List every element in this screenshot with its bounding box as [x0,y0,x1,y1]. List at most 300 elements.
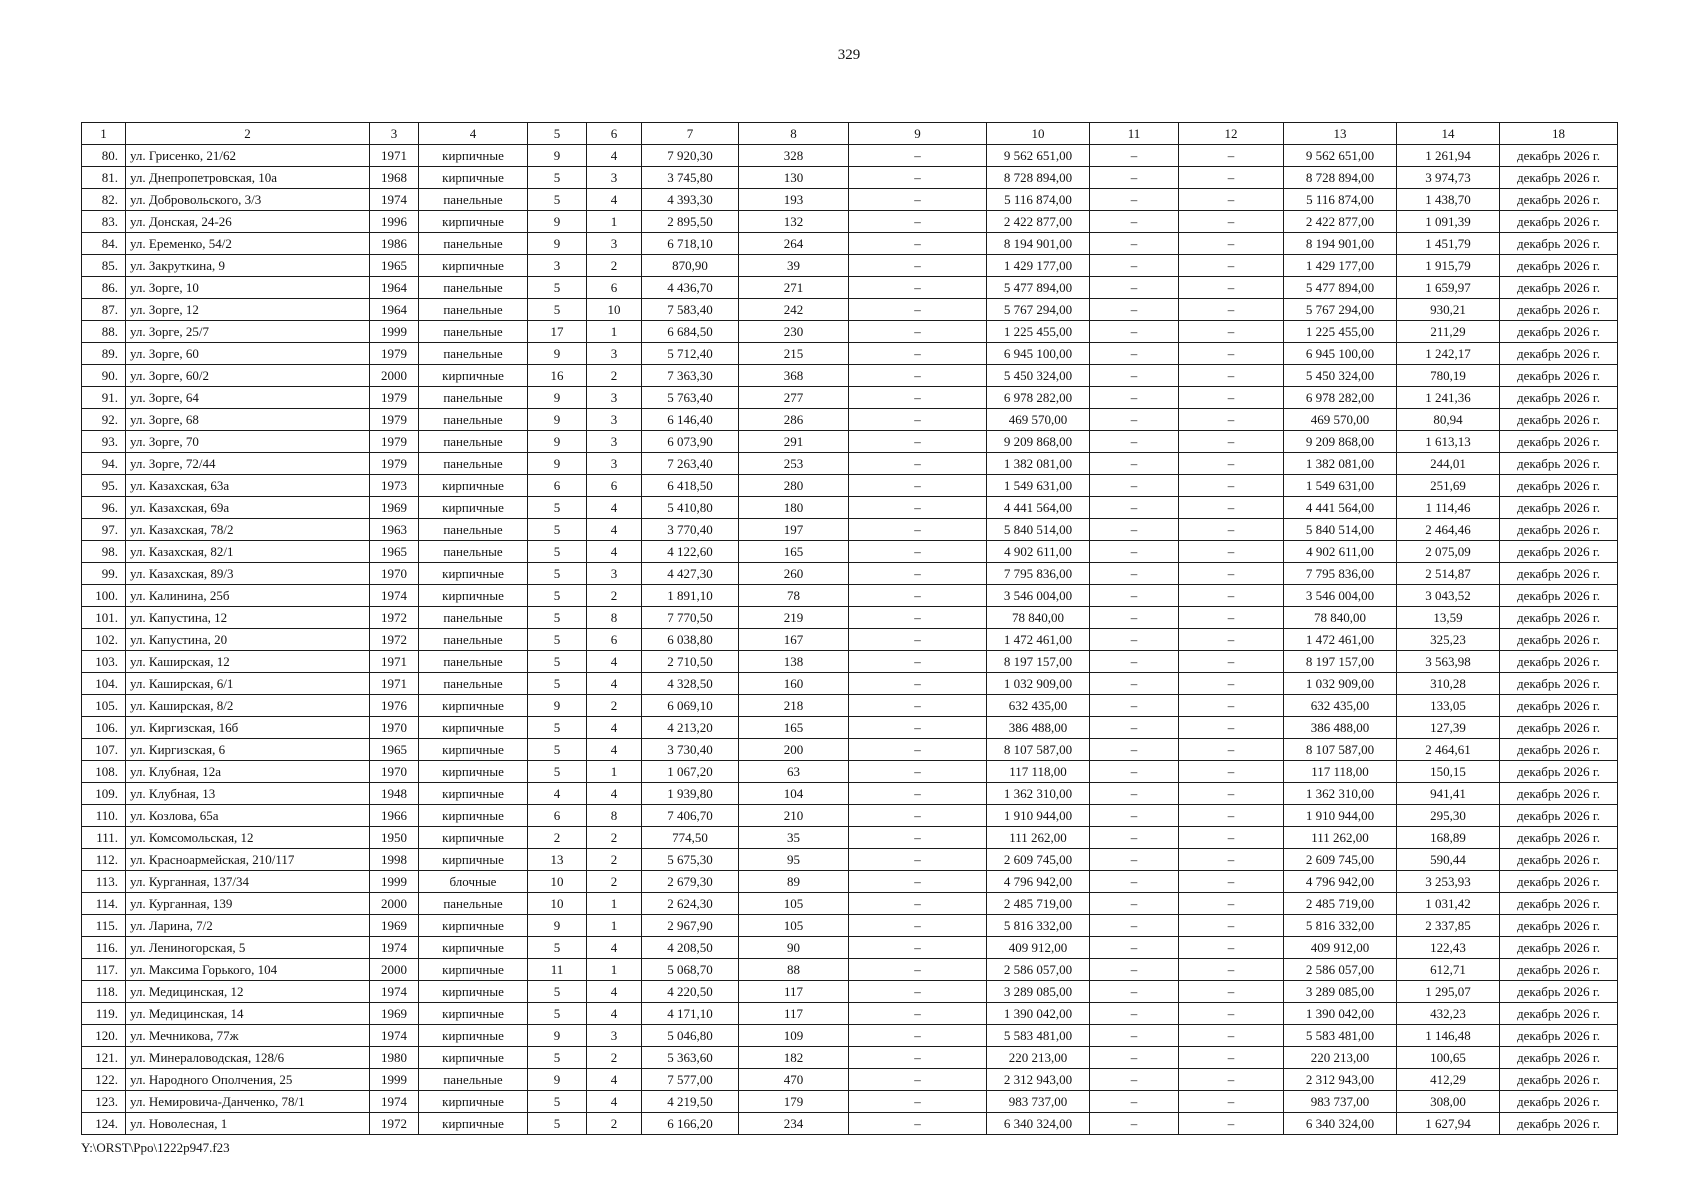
area-cell: 7 363,30 [642,365,739,387]
cost-cell: 2 312 943,00 [987,1069,1090,1091]
col12-cell: – [1179,1003,1284,1025]
table-row [82,739,1618,761]
deadline-cell: декабрь 2026 г. [1500,1069,1618,1091]
floors-cell: 5 [528,1091,587,1113]
residents-cell: 165 [739,541,849,563]
col12-cell: – [1179,299,1284,321]
total-cost-cell: 1 032 909,00 [1284,673,1397,695]
col9-cell: – [849,673,987,695]
col9-cell: – [849,849,987,871]
col11-cell: – [1090,255,1179,277]
col11-cell: – [1090,563,1179,585]
cost-cell: 4 902 611,00 [987,541,1090,563]
wall-material-cell: кирпичные [419,255,528,277]
floors-cell: 10 [528,893,587,915]
row-number: 83. [82,211,126,233]
residents-cell: 264 [739,233,849,255]
unit-cost-cell: 13,59 [1397,607,1500,629]
floors-cell: 17 [528,321,587,343]
entrances-cell: 8 [587,805,642,827]
address-cell: ул. Каширская, 6/1 [126,673,370,695]
residents-cell: 105 [739,893,849,915]
row-number: 121. [82,1047,126,1069]
unit-cost-cell: 3 563,98 [1397,651,1500,673]
deadline-cell: декабрь 2026 г. [1500,827,1618,849]
area-cell: 3 770,40 [642,519,739,541]
unit-cost-cell: 941,41 [1397,783,1500,805]
table-row [82,277,1618,299]
year-cell: 1971 [370,651,419,673]
col11-cell: – [1090,783,1179,805]
col12-cell: – [1179,871,1284,893]
row-number: 119. [82,1003,126,1025]
floors-cell: 5 [528,607,587,629]
table-row [82,871,1618,893]
unit-cost-cell: 1 613,13 [1397,431,1500,453]
wall-material-cell: кирпичные [419,981,528,1003]
wall-material-cell: панельные [419,299,528,321]
unit-cost-cell: 325,23 [1397,629,1500,651]
floors-cell: 5 [528,1003,587,1025]
row-number: 90. [82,365,126,387]
address-cell: ул. Казахская, 63а [126,475,370,497]
wall-material-cell: панельные [419,387,528,409]
total-cost-cell: 5 450 324,00 [1284,365,1397,387]
area-cell: 2 624,30 [642,893,739,915]
unit-cost-cell: 3 974,73 [1397,167,1500,189]
residents-cell: 88 [739,959,849,981]
total-cost-cell: 1 225 455,00 [1284,321,1397,343]
wall-material-cell: кирпичные [419,145,528,167]
wall-material-cell: панельные [419,453,528,475]
col11-cell: – [1090,695,1179,717]
deadline-cell: декабрь 2026 г. [1500,321,1618,343]
wall-material-cell: кирпичные [419,783,528,805]
table-row [82,893,1618,915]
year-cell: 1974 [370,1091,419,1113]
col11-cell: – [1090,739,1179,761]
col9-cell: – [849,145,987,167]
wall-material-cell: кирпичные [419,585,528,607]
wall-material-cell: панельные [419,343,528,365]
deadline-cell: декабрь 2026 г. [1500,211,1618,233]
year-cell: 1971 [370,145,419,167]
wall-material-cell: панельные [419,893,528,915]
area-cell: 1 891,10 [642,585,739,607]
entrances-cell: 4 [587,541,642,563]
deadline-cell: декабрь 2026 г. [1500,607,1618,629]
cost-cell: 1 225 455,00 [987,321,1090,343]
col12-cell: – [1179,563,1284,585]
wall-material-cell: кирпичные [419,211,528,233]
floors-cell: 6 [528,805,587,827]
wall-material-cell: кирпичные [419,827,528,849]
residents-cell: 200 [739,739,849,761]
deadline-cell: декабрь 2026 г. [1500,981,1618,1003]
col11-cell: – [1090,607,1179,629]
deadline-cell: декабрь 2026 г. [1500,959,1618,981]
entrances-cell: 2 [587,255,642,277]
floors-cell: 9 [528,387,587,409]
col9-cell: – [849,959,987,981]
year-cell: 2000 [370,893,419,915]
wall-material-cell: кирпичные [419,1091,528,1113]
entrances-cell: 6 [587,629,642,651]
cost-cell: 1 472 461,00 [987,629,1090,651]
col12-cell: – [1179,1091,1284,1113]
deadline-cell: декабрь 2026 г. [1500,277,1618,299]
col11-cell: – [1090,233,1179,255]
col12-cell: – [1179,651,1284,673]
total-cost-cell: 9 209 868,00 [1284,431,1397,453]
table-row [82,607,1618,629]
col9-cell: – [849,233,987,255]
cost-cell: 9 209 868,00 [987,431,1090,453]
deadline-cell: декабрь 2026 г. [1500,717,1618,739]
column-header: 10 [987,123,1090,145]
unit-cost-cell: 211,29 [1397,321,1500,343]
year-cell: 1973 [370,475,419,497]
address-cell: ул. Зорге, 70 [126,431,370,453]
col11-cell: – [1090,365,1179,387]
address-cell: ул. Добровольского, 3/3 [126,189,370,211]
floors-cell: 9 [528,409,587,431]
area-cell: 4 393,30 [642,189,739,211]
col12-cell: – [1179,673,1284,695]
area-cell: 7 583,40 [642,299,739,321]
col12-cell: – [1179,387,1284,409]
col11-cell: – [1090,651,1179,673]
table-row [82,299,1618,321]
address-cell: ул. Казахская, 89/3 [126,563,370,585]
residents-cell: 35 [739,827,849,849]
area-cell: 4 328,50 [642,673,739,695]
row-number: 105. [82,695,126,717]
floors-cell: 9 [528,453,587,475]
deadline-cell: декабрь 2026 г. [1500,233,1618,255]
deadline-cell: декабрь 2026 г. [1500,189,1618,211]
residents-cell: 271 [739,277,849,299]
residents-cell: 167 [739,629,849,651]
address-cell: ул. Максима Горького, 104 [126,959,370,981]
table-row [82,387,1618,409]
entrances-cell: 8 [587,607,642,629]
floors-cell: 9 [528,695,587,717]
wall-material-cell: кирпичные [419,937,528,959]
unit-cost-cell: 590,44 [1397,849,1500,871]
row-number: 100. [82,585,126,607]
col12-cell: – [1179,893,1284,915]
floors-cell: 9 [528,1025,587,1047]
cost-cell: 1 429 177,00 [987,255,1090,277]
cost-cell: 8 107 587,00 [987,739,1090,761]
address-cell: ул. Капустина, 12 [126,607,370,629]
residents-cell: 180 [739,497,849,519]
wall-material-cell: кирпичные [419,695,528,717]
entrances-cell: 3 [587,233,642,255]
unit-cost-cell: 308,00 [1397,1091,1500,1113]
residents-cell: 242 [739,299,849,321]
col11-cell: – [1090,585,1179,607]
entrances-cell: 4 [587,497,642,519]
col12-cell: – [1179,805,1284,827]
entrances-cell: 3 [587,1025,642,1047]
total-cost-cell: 6 340 324,00 [1284,1113,1397,1135]
col12-cell: – [1179,607,1284,629]
residents-cell: 328 [739,145,849,167]
cost-cell: 2 586 057,00 [987,959,1090,981]
table-header [82,123,1618,145]
cost-cell: 5 767 294,00 [987,299,1090,321]
year-cell: 1948 [370,783,419,805]
residents-cell: 219 [739,607,849,629]
row-number: 123. [82,1091,126,1113]
area-cell: 6 684,50 [642,321,739,343]
address-cell: ул. Донская, 24-26 [126,211,370,233]
deadline-cell: декабрь 2026 г. [1500,871,1618,893]
col11-cell: – [1090,321,1179,343]
entrances-cell: 3 [587,563,642,585]
col12-cell: – [1179,1113,1284,1135]
entrances-cell: 6 [587,277,642,299]
table-row [82,145,1618,167]
wall-material-cell: панельные [419,409,528,431]
table-row [82,915,1618,937]
total-cost-cell: 117 118,00 [1284,761,1397,783]
entrances-cell: 1 [587,761,642,783]
unit-cost-cell: 1 241,36 [1397,387,1500,409]
residents-cell: 39 [739,255,849,277]
total-cost-cell: 1 472 461,00 [1284,629,1397,651]
col11-cell: – [1090,1047,1179,1069]
col9-cell: – [849,695,987,717]
row-number: 96. [82,497,126,519]
col9-cell: – [849,981,987,1003]
residents-cell: 277 [739,387,849,409]
table-row [82,563,1618,585]
col11-cell: – [1090,981,1179,1003]
unit-cost-cell: 3 043,52 [1397,585,1500,607]
area-cell: 6 418,50 [642,475,739,497]
total-cost-cell: 1 910 944,00 [1284,805,1397,827]
residents-cell: 78 [739,585,849,607]
col11-cell: – [1090,189,1179,211]
unit-cost-cell: 2 464,46 [1397,519,1500,541]
total-cost-cell: 4 902 611,00 [1284,541,1397,563]
table-row [82,321,1618,343]
year-cell: 1979 [370,453,419,475]
row-number: 87. [82,299,126,321]
row-number: 114. [82,893,126,915]
unit-cost-cell: 2 075,09 [1397,541,1500,563]
col11-cell: – [1090,497,1179,519]
cost-cell: 111 262,00 [987,827,1090,849]
area-cell: 1 067,20 [642,761,739,783]
col11-cell: – [1090,629,1179,651]
col11-cell: – [1090,1025,1179,1047]
residents-cell: 197 [739,519,849,541]
cost-cell: 6 945 100,00 [987,343,1090,365]
wall-material-cell: панельные [419,321,528,343]
deadline-cell: декабрь 2026 г. [1500,343,1618,365]
year-cell: 1964 [370,277,419,299]
area-cell: 774,50 [642,827,739,849]
area-cell: 6 166,20 [642,1113,739,1135]
entrances-cell: 4 [587,673,642,695]
cost-cell: 5 450 324,00 [987,365,1090,387]
area-cell: 4 219,50 [642,1091,739,1113]
wall-material-cell: кирпичные [419,1113,528,1135]
entrances-cell: 4 [587,519,642,541]
residents-cell: 138 [739,651,849,673]
address-cell: ул. Курганная, 137/34 [126,871,370,893]
area-cell: 1 939,80 [642,783,739,805]
table-row [82,651,1618,673]
wall-material-cell: панельные [419,673,528,695]
row-number: 116. [82,937,126,959]
entrances-cell: 6 [587,475,642,497]
col12-cell: – [1179,277,1284,299]
unit-cost-cell: 310,28 [1397,673,1500,695]
col12-cell: – [1179,497,1284,519]
column-header: 6 [587,123,642,145]
wall-material-cell: панельные [419,189,528,211]
total-cost-cell: 5 477 894,00 [1284,277,1397,299]
area-cell: 6 038,80 [642,629,739,651]
table-row [82,541,1618,563]
col9-cell: – [849,761,987,783]
total-cost-cell: 386 488,00 [1284,717,1397,739]
year-cell: 1998 [370,849,419,871]
unit-cost-cell: 432,23 [1397,1003,1500,1025]
wall-material-cell: кирпичные [419,959,528,981]
year-cell: 1969 [370,1003,419,1025]
table-row [82,717,1618,739]
residents-cell: 470 [739,1069,849,1091]
wall-material-cell: кирпичные [419,1047,528,1069]
table-row [82,673,1618,695]
col9-cell: – [849,607,987,629]
col9-cell: – [849,365,987,387]
cost-cell: 632 435,00 [987,695,1090,717]
total-cost-cell: 9 562 651,00 [1284,145,1397,167]
col11-cell: – [1090,519,1179,541]
column-header: 8 [739,123,849,145]
area-cell: 2 710,50 [642,651,739,673]
row-number: 102. [82,629,126,651]
table-body [82,145,1618,1135]
col12-cell: – [1179,145,1284,167]
col12-cell: – [1179,827,1284,849]
col11-cell: – [1090,717,1179,739]
cost-cell: 1 910 944,00 [987,805,1090,827]
row-number: 85. [82,255,126,277]
wall-material-cell: кирпичные [419,717,528,739]
floors-cell: 2 [528,827,587,849]
row-number: 82. [82,189,126,211]
deadline-cell: декабрь 2026 г. [1500,167,1618,189]
floors-cell: 4 [528,783,587,805]
address-cell: ул. Киргизская, 6 [126,739,370,761]
column-header: 4 [419,123,528,145]
row-number: 112. [82,849,126,871]
row-number: 94. [82,453,126,475]
deadline-cell: декабрь 2026 г. [1500,783,1618,805]
residents-cell: 210 [739,805,849,827]
cost-cell: 5 116 874,00 [987,189,1090,211]
area-cell: 6 718,10 [642,233,739,255]
year-cell: 1963 [370,519,419,541]
floors-cell: 5 [528,761,587,783]
deadline-cell: декабрь 2026 г. [1500,1003,1618,1025]
deadline-cell: декабрь 2026 г. [1500,541,1618,563]
residents-cell: 104 [739,783,849,805]
col12-cell: – [1179,167,1284,189]
year-cell: 1999 [370,321,419,343]
total-cost-cell: 1 390 042,00 [1284,1003,1397,1025]
year-cell: 1974 [370,981,419,1003]
row-number: 81. [82,167,126,189]
address-cell: ул. Ларина, 7/2 [126,915,370,937]
col9-cell: – [849,871,987,893]
col9-cell: – [849,255,987,277]
deadline-cell: декабрь 2026 г. [1500,915,1618,937]
row-number: 110. [82,805,126,827]
residents-cell: 215 [739,343,849,365]
col12-cell: – [1179,211,1284,233]
total-cost-cell: 6 978 282,00 [1284,387,1397,409]
area-cell: 4 220,50 [642,981,739,1003]
unit-cost-cell: 1 091,39 [1397,211,1500,233]
wall-material-cell: панельные [419,277,528,299]
col11-cell: – [1090,475,1179,497]
entrances-cell: 4 [587,145,642,167]
deadline-cell: декабрь 2026 г. [1500,409,1618,431]
unit-cost-cell: 612,71 [1397,959,1500,981]
row-number: 117. [82,959,126,981]
table-row [82,805,1618,827]
total-cost-cell: 5 583 481,00 [1284,1025,1397,1047]
year-cell: 1968 [370,167,419,189]
year-cell: 1979 [370,409,419,431]
table-row [82,409,1618,431]
deadline-cell: декабрь 2026 г. [1500,453,1618,475]
entrances-cell: 4 [587,189,642,211]
col11-cell: – [1090,1091,1179,1113]
col12-cell: – [1179,453,1284,475]
total-cost-cell: 7 795 836,00 [1284,563,1397,585]
residents-cell: 291 [739,431,849,453]
unit-cost-cell: 251,69 [1397,475,1500,497]
deadline-cell: декабрь 2026 г. [1500,255,1618,277]
housing-register-table [81,122,1618,1135]
deadline-cell: декабрь 2026 г. [1500,805,1618,827]
floors-cell: 5 [528,277,587,299]
unit-cost-cell: 100,65 [1397,1047,1500,1069]
cost-cell: 117 118,00 [987,761,1090,783]
row-number: 101. [82,607,126,629]
year-cell: 1969 [370,915,419,937]
area-cell: 6 069,10 [642,695,739,717]
wall-material-cell: панельные [419,1069,528,1091]
deadline-cell: декабрь 2026 г. [1500,1047,1618,1069]
col11-cell: – [1090,871,1179,893]
col12-cell: – [1179,981,1284,1003]
table-row [82,937,1618,959]
cost-cell: 78 840,00 [987,607,1090,629]
col9-cell: – [849,915,987,937]
area-cell: 5 763,40 [642,387,739,409]
